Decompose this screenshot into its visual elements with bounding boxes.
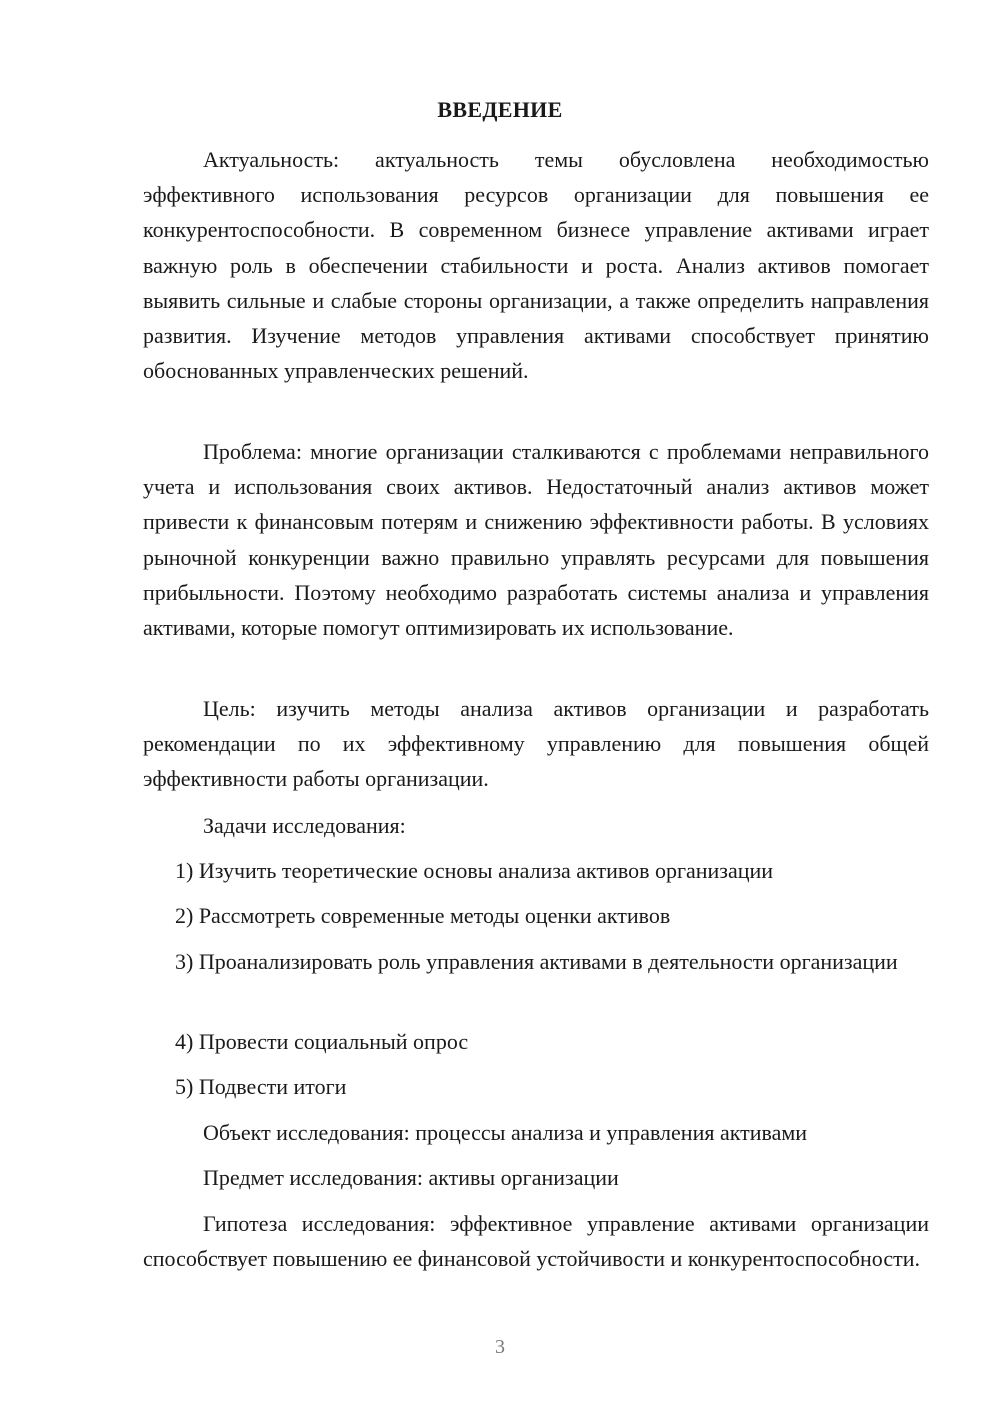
relevance-paragraph: Актуальность: актуальность темы обусловлена необходимостью эффективного использования ресурсов организации для повышения ее конкурентоспособности. В современном бизнесе управление активами играет важную роль в обеспечении стабильности и роста. Анализ активов помогает выявить сильные и слабые стороны организации, а также определить направления развития. Изучение методов управления активами способствует принятию обоснованных управленческих решений. bbox=[143, 147, 929, 384]
task-item-5: 5) Подвести итоги bbox=[175, 1074, 347, 1099]
object-paragraph: Объект исследования: процессы анализа и управления активами bbox=[203, 1120, 808, 1145]
task-item-1: 1) Изучить теоретические основы анализа активов организации bbox=[175, 858, 774, 883]
task-item-3: 3) Проанализировать роль управления активами в деятельности организации bbox=[175, 949, 898, 974]
tasks-title: Задачи исследования: bbox=[203, 813, 406, 838]
task-item-2: 2) Рассмотреть современные методы оценки активов bbox=[175, 903, 671, 928]
section-heading: ВВЕДЕНИЕ bbox=[437, 97, 563, 122]
goal-paragraph: Цель: изучить методы анализа активов организации и разработать рекомендации по их эффективному управлению для повышения общей эффективности работы организации. bbox=[143, 696, 929, 792]
page-number: 3 bbox=[495, 1336, 505, 1358]
hypothesis-paragraph: Гипотеза исследования: эффективное управление активами организации способствует повышению ее финансовой устойчивости и конкурентоспособности. bbox=[143, 1211, 929, 1272]
subject-paragraph: Предмет исследования: активы организации bbox=[203, 1165, 619, 1190]
problem-paragraph: Проблема: многие организации сталкиваются с проблемами неправильного учета и использования своих активов. Недостаточный анализ активов может привести к финансовым потерям и снижению эффективности работы. В условиях рыночной конкуренции важно правильно управлять ресурсами для повышения прибыльности. Поэтому необходимо разработать системы анализа и управления активами, которые помогут оптимизировать их использование. bbox=[143, 439, 929, 641]
task-item-4: 4) Провести социальный опрос bbox=[175, 1029, 469, 1054]
